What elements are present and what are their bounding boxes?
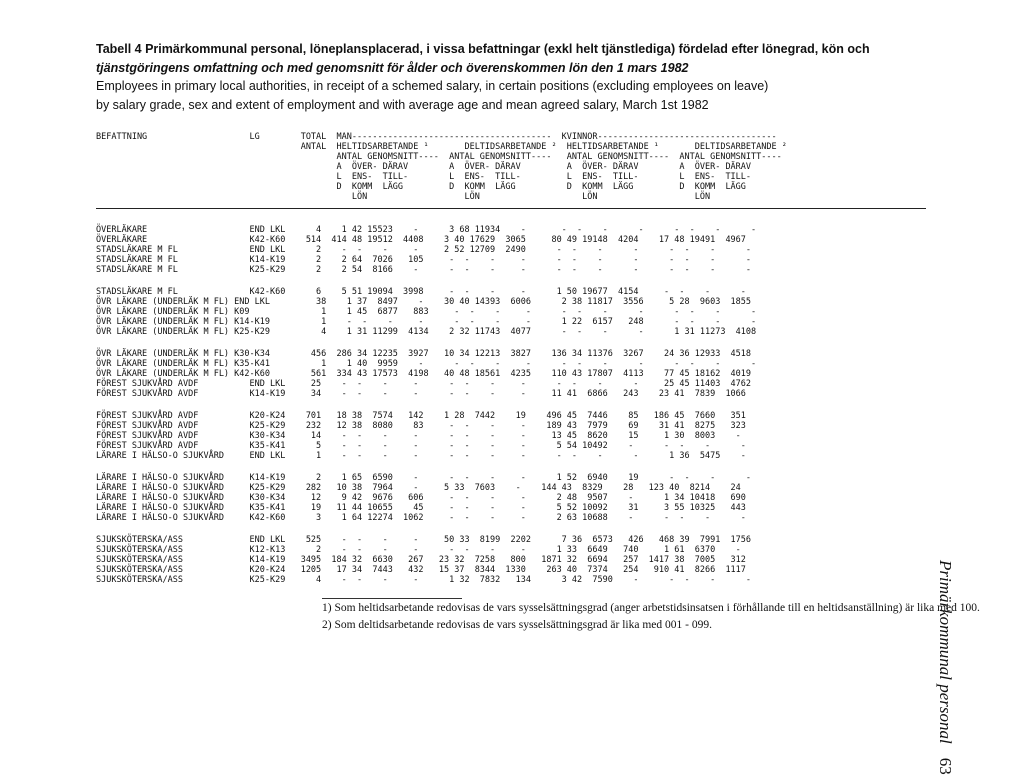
column-headers xyxy=(96,132,787,202)
side-caption: Primärkommunal personal xyxy=(936,560,955,744)
title-swedish-line-2: tjänstgöringens omfattning och med genomsnitt för ålder och överenskommen lön den 1 mars 1982 xyxy=(96,60,689,75)
table-row: ÖVR LÄKARE (UNDERLÄK M FL) END LKL 38 1 37 8497 - 30 40 14393 6006 2 38 11817 3556 5 28 9603 1855 xyxy=(96,297,752,307)
table-row: FÖREST SJUKVÅRD AVDF K20-K24 701 18 38 7574 142 1 28 7442 19 496 45 7446 85 186 45 7660 351 xyxy=(96,411,746,421)
table-row: FÖREST SJUKVÅRD AVDF K14-K19 34 - - - - - - - - 11 41 6866 243 23 41 7839 1066 xyxy=(96,389,746,399)
header-line: ANTAL HELTIDSARBETANDE ¹ DELTIDSARBETANDE ² HELTIDSARBETANDE ¹ DELTIDSARBETANDE ² xyxy=(96,142,787,152)
table-row: ÖVR LÄKARE (UNDERLÄK M FL) K09 1 1 45 6877 883 - - - - - - - - - - - - xyxy=(96,307,757,317)
group-gap xyxy=(96,275,756,287)
header-line: LÖN LÖN LÖN LÖN xyxy=(96,192,711,202)
footnotes xyxy=(322,600,980,634)
group-gap xyxy=(96,523,756,535)
table-row: SJUKSKÖTERSKA/ASS K25-K29 4 - - - - 1 32 7832 134 3 42 7590 - - - - - xyxy=(96,575,752,585)
table-row: ÖVERLÄKARE END LKL 4 1 42 15523 - 3 68 11934 - - - - - - - - - xyxy=(96,225,757,235)
table-row: STADSLÄKARE M FL END LKL 2 - - - - 2 52 12709 2490 - - - - - - - - xyxy=(96,245,752,255)
running-head xyxy=(935,560,955,775)
table-row: ÖVR LÄKARE (UNDERLÄK M FL) K35-K41 1 1 40 9959 - - - - - - - - - - - - - xyxy=(96,359,757,369)
footnote-2: 2) Som deltidsarbetande redovisas de vars sysselsättningsgrad är lika med 001 - 099. xyxy=(322,619,712,631)
table-row: LÄRARE I HÄLSO-O SJUKVÅRD END LKL 1 - - - - - - - - - - - - 1 36 5475 - xyxy=(96,451,746,461)
table-row: FÖREST SJUKVÅRD AVDF K25-K29 232 12 38 8080 83 - - - - 189 43 7979 69 31 41 8275 323 xyxy=(96,421,746,431)
group-gap xyxy=(96,337,756,349)
table-row: STADSLÄKARE M FL K14-K19 2 2 64 7026 105 - - - - - - - - - - - - xyxy=(96,255,752,265)
table-row: LÄRARE I HÄLSO-O SJUKVÅRD K25-K29 282 10 38 7964 - 5 33 7603 - 144 43 8329 28 123 40 8214 24 xyxy=(96,483,741,493)
table-row: SJUKSKÖTERSKA/ASS K20-K24 1205 17 34 7443 432 15 37 8344 1330 263 40 7374 254 910 41 8266 1117 xyxy=(96,565,746,575)
title-swedish-line-1: Tabell 4 Primärkommunal personal, löneplansplacerad, i vissa befattningar (exkl helt tjänstlediga) fördelad efter lönegrad, kön och xyxy=(96,42,870,56)
table-row: STADSLÄKARE M FL K42-K60 6 5 51 19094 3998 - - - - 1 50 19677 4154 - - - - xyxy=(96,287,746,297)
page-number: 63 xyxy=(936,757,955,775)
header-line: L ENS- TILL- L ENS- TILL- L ENS- TILL- L ENS- TILL- xyxy=(96,172,752,182)
table-row: FÖREST SJUKVÅRD AVDF END LKL 25 - - - - - - - - - - - - 25 45 11403 4762 xyxy=(96,379,752,389)
table-row: ÖVR LÄKARE (UNDERLÄK M FL) K30-K34 456 286 34 12235 3927 10 34 12213 3827 136 34 11376 3267 24 36 12933 4518 xyxy=(96,349,752,359)
table-row: SJUKSKÖTERSKA/ASS END LKL 525 - - - - 50 33 8199 2202 7 36 6573 426 468 39 7991 1756 xyxy=(96,535,752,545)
table-row: LÄRARE I HÄLSO-O SJUKVÅRD K42-K60 3 1 64 12274 1062 - - - - 2 63 10688 - - - - - xyxy=(96,513,746,523)
table-row: ÖVR LÄKARE (UNDERLÄK M FL) K14-K19 1 - - - - - - - - 1 22 6157 248 - - - - xyxy=(96,317,757,327)
table-row: FÖREST SJUKVÅRD AVDF K30-K34 14 - - - - - - - - 13 45 8620 15 1 30 8003 - xyxy=(96,431,741,441)
group-gap xyxy=(96,399,756,411)
group-gap xyxy=(96,461,756,473)
header-line: D KOMM LÄGG D KOMM LÄGG D KOMM LÄGG D KOMM LÄGG xyxy=(96,182,746,192)
table-row: ÖVR LÄKARE (UNDERLÄK M FL) K25-K29 4 1 31 11299 4134 2 32 11743 4077 - - - - 1 31 11273 4108 xyxy=(96,327,757,337)
footnote-1: 1) Som heltidsarbetande redovisas de vars sysselsättningsgrad (anger arbetstidsinsatsen i förhållande till en heltidsanställning) är lika med 100. xyxy=(322,602,980,614)
table-row: STADSLÄKARE M FL K25-K29 2 2 54 8166 - - - - - - - - - - - - - xyxy=(96,265,752,275)
table-body xyxy=(96,225,756,585)
table-row: LÄRARE I HÄLSO-O SJUKVÅRD K35-K41 19 11 44 10655 45 - - - - 5 52 10092 31 3 55 10325 443 xyxy=(96,503,746,513)
table-row: SJUKSKÖTERSKA/ASS K14-K19 3495 184 32 6630 267 23 32 7258 800 1871 32 6694 257 1417 38 7005 312 xyxy=(96,555,746,565)
header-line: ANTAL GENOMSNITT---- ANTAL GENOMSNITT---- ANTAL GENOMSNITT---- ANTAL GENOMSNITT---- xyxy=(96,152,782,162)
table-row: LÄRARE I HÄLSO-O SJUKVÅRD K30-K34 12 9 42 9676 606 - - - - 2 48 9507 - 1 34 10418 690 xyxy=(96,493,746,503)
footnote-rule xyxy=(322,598,462,599)
header-rule xyxy=(96,208,926,209)
title-english-line-1: Employees in primary local authorities, in receipt of a schemed salary, in certain positions (excluding employees on leave) xyxy=(96,79,769,93)
table-row: ÖVR LÄKARE (UNDERLÄK M FL) K42-K60 561 334 43 17573 4198 40 48 18561 4235 110 43 17807 4113 77 45 18162 4019 xyxy=(96,369,752,379)
table-row: FÖREST SJUKVÅRD AVDF K35-K41 5 - - - - - - - - 5 54 10492 - - - - - xyxy=(96,441,746,451)
table-title xyxy=(96,40,956,114)
table-row: LÄRARE I HÄLSO-O SJUKVÅRD K14-K19 2 1 65 6590 - - - - - 1 52 6940 19 - - - - xyxy=(96,473,752,483)
title-english-line-2: by salary grade, sex and extent of employment and with average age and mean agreed salary, March 1st 1982 xyxy=(96,97,709,112)
header-line: BEFATTNING LG TOTAL MAN--------------------------------------- KVINNOR----------------------------------- xyxy=(96,132,777,142)
table-row: ÖVERLÄKARE K42-K60 514 414 48 19512 4408 3 40 17629 3065 80 49 19148 4204 17 48 19491 4967 xyxy=(96,235,746,245)
header-line: A ÖVER- DÄRAV A ÖVER- DÄRAV A ÖVER- DÄRAV A ÖVER- DÄRAV xyxy=(96,162,752,172)
table-row: SJUKSKÖTERSKA/ASS K12-K13 2 - - - - - - - - 1 33 6649 740 1 61 6370 - xyxy=(96,545,741,555)
